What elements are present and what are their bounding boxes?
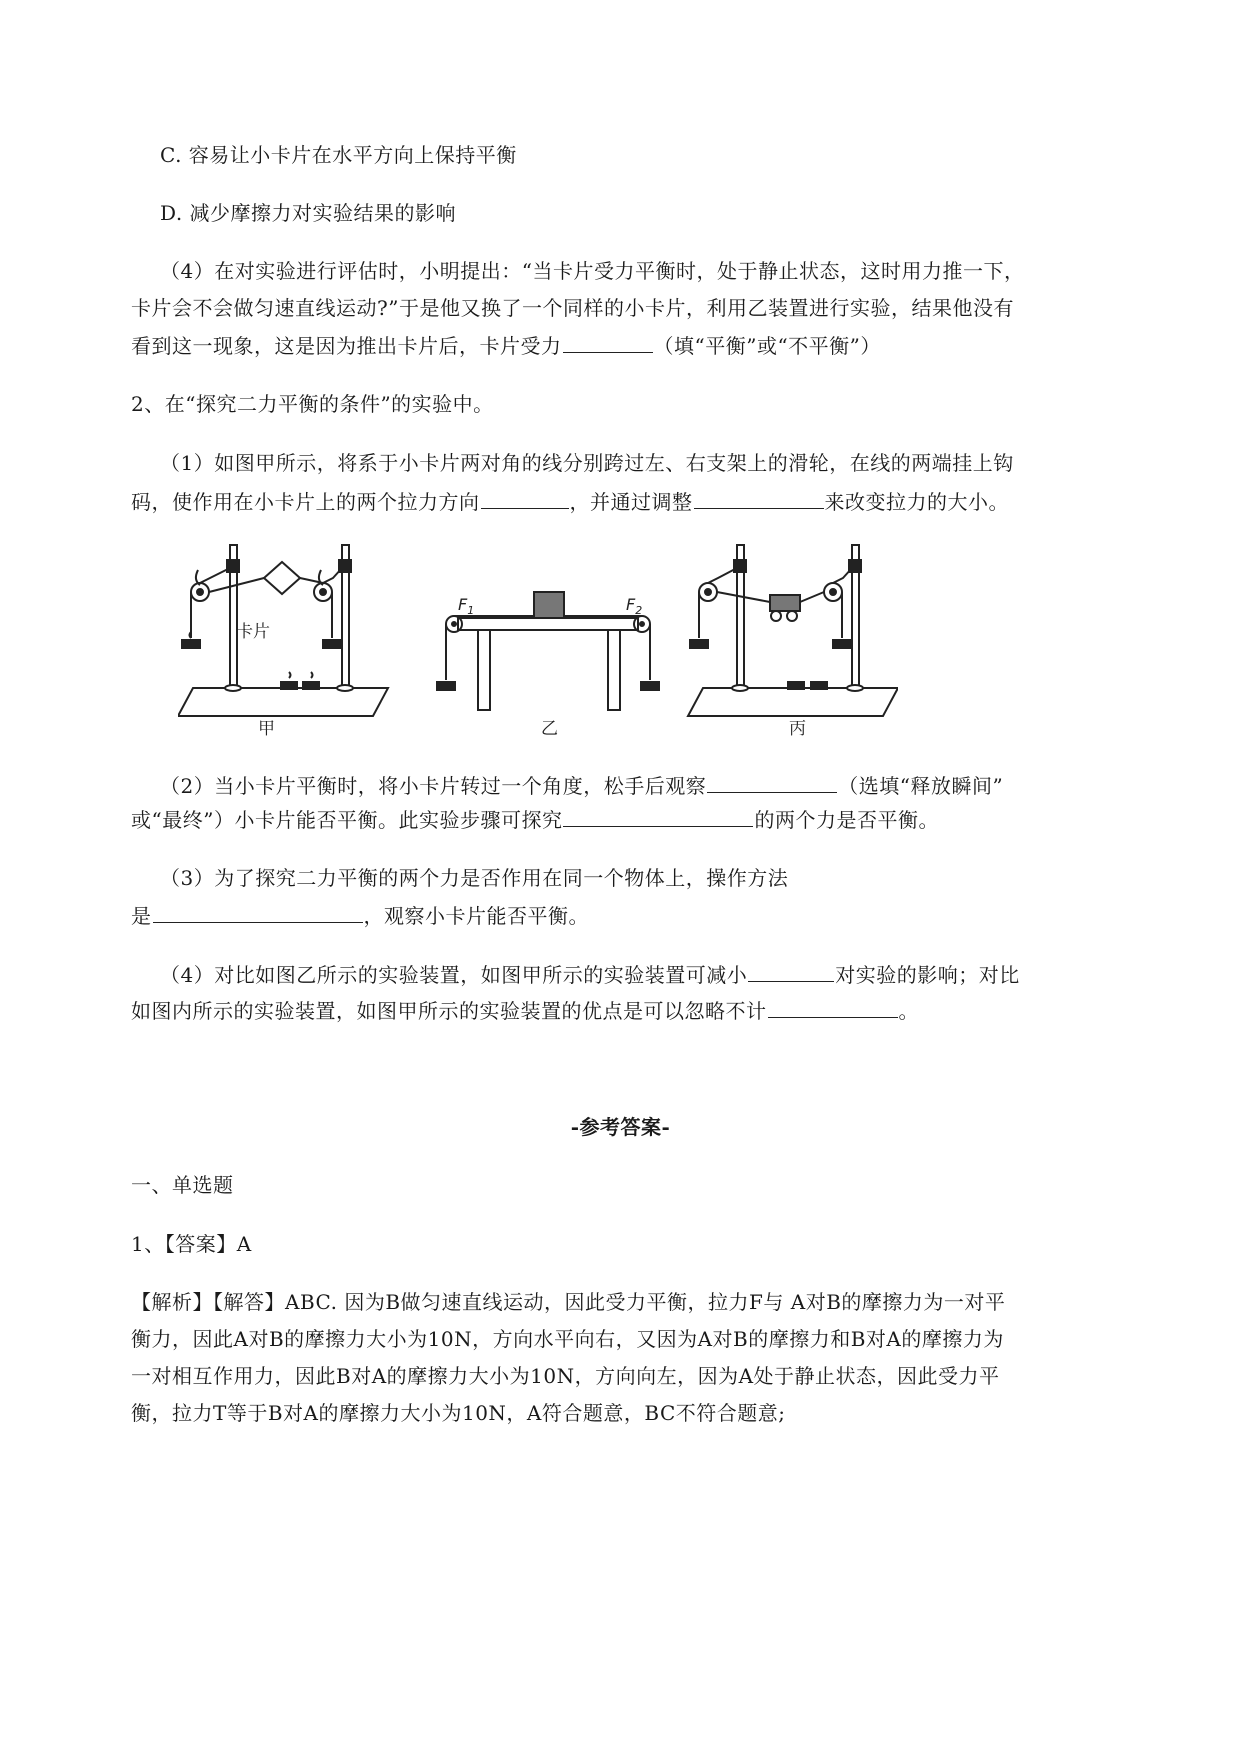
q2-part2-line2 (131, 806, 939, 833)
q2-part2-line1 (160, 772, 1003, 799)
option-d: D. 减少摩擦力对实验结果的影响 (160, 201, 457, 225)
q2-part4-text-b: 对实验的影响；对比 (835, 963, 1020, 987)
svg-text:F2 (626, 595, 642, 617)
answer-blank[interactable] (694, 488, 824, 509)
answer-blank[interactable] (563, 332, 653, 353)
q2-part1-line1: （1）如图甲所示，将系于小卡片两对角的线分别跨过左、右支架上的滑轮，在线的两端挂上钩 (160, 451, 1014, 475)
q2-part1-text-a: 码，使作用在小卡片上的两个拉力方向 (131, 490, 480, 514)
q2-part1-text-c: 来改变拉力的大小。 (824, 490, 1009, 514)
q2-part1-line2 (131, 488, 1009, 515)
q2-part2-text-d: 的两个力是否平衡。 (754, 808, 939, 832)
analysis-line3: 一对相互作用力，因此B对A的摩擦力大小为10N，方向向左，因为A处于静止状态，因此受力平 (131, 1364, 1000, 1388)
option-c: C. 容易让小卡片在水平方向上保持平衡 (160, 143, 517, 167)
q2-part2-text-b: （选填“释放瞬间” (838, 774, 1004, 798)
f1-subscript: 1 (467, 604, 475, 617)
caption-yi: 乙 (541, 719, 558, 739)
q2-part4-line1 (160, 961, 1020, 988)
answer-1: 1、【答案】A (131, 1232, 252, 1256)
answers-heading: -参考答案- (570, 1115, 671, 1139)
caption-jia: 甲 (258, 719, 275, 739)
answer-blank[interactable] (707, 772, 837, 793)
q2-part4-text-d: 。 (898, 999, 919, 1023)
q2-part3-line2 (131, 902, 589, 929)
card-label: 卡片 (236, 622, 270, 642)
f2-label: F (626, 595, 636, 614)
caption-bing: 丙 (789, 719, 806, 739)
q2-part4-text-c: 如图内所示的实验装置，如图甲所示的实验装置的优点是可以忽略不计 (131, 999, 767, 1023)
q2-part1-text-b: ，并通过调整 (569, 490, 693, 514)
part4-line3-text: 看到这一现象，这是因为推出卡片后，卡片受力 (131, 334, 562, 358)
answer-blank[interactable] (768, 997, 898, 1018)
analysis-line4: 衡，拉力T等于B对A的摩擦力大小为10N，A符合题意，BC不符合题意; (131, 1401, 786, 1425)
analysis-line2: 衡力，因此A对B的摩擦力大小为10N，方向水平向右，又因为A对B的摩擦力和B对A的摩擦力为 (131, 1327, 1004, 1351)
question-2-title: 2、在“探究二力平衡的条件”的实验中。 (131, 392, 494, 416)
q2-part4-line2 (131, 997, 919, 1024)
apparatus-jia (178, 545, 388, 716)
answer-blank[interactable] (563, 806, 753, 827)
q2-part3-text-a: 是 (131, 904, 152, 928)
f1-label: F (458, 595, 468, 614)
part4-line3 (131, 332, 881, 359)
svg-text:F1 (458, 595, 474, 617)
answer-blank[interactable] (748, 961, 834, 982)
answer-blank[interactable] (153, 902, 363, 923)
q2-part3-line1: （3）为了探究二力平衡的两个力是否作用在同一个物体上，操作方法 (160, 866, 789, 890)
section-title: 一、单选题 (131, 1173, 234, 1197)
part4-line1: （4）在对实验进行评估时，小明提出：“当卡片受力平衡时，处于静止状态，这时用力推一下， (160, 259, 1025, 283)
q2-part3-text-b: ，观察小卡片能否平衡。 (363, 904, 589, 928)
part4-line3-hint: （填“平衡”或“不平衡”） (653, 334, 881, 358)
q2-part2-text-a: （2）当小卡片平衡时，将小卡片转过一个角度，松手后观察 (160, 774, 707, 798)
analysis-line1: 【解析】【解答】ABC. 因为B做匀速直线运动，因此受力平衡，拉力F与 A对B的摩擦力为一对平 (131, 1290, 1006, 1314)
answer-blank[interactable] (481, 488, 569, 509)
experiment-figure (178, 540, 898, 740)
q2-part2-text-c: 或“最终”）小卡片能否平衡。此实验步骤可探究 (131, 808, 563, 832)
part4-line2: 卡片会不会做匀速直线运动?”于是他又换了一个同样的小卡片，利用乙装置进行实验，结果他没有 (131, 296, 1014, 320)
f2-subscript: 2 (635, 604, 643, 617)
q2-part4-text-a: （4）对比如图乙所示的实验装置，如图甲所示的实验装置可减小 (160, 963, 748, 987)
apparatus-bing (688, 545, 898, 716)
